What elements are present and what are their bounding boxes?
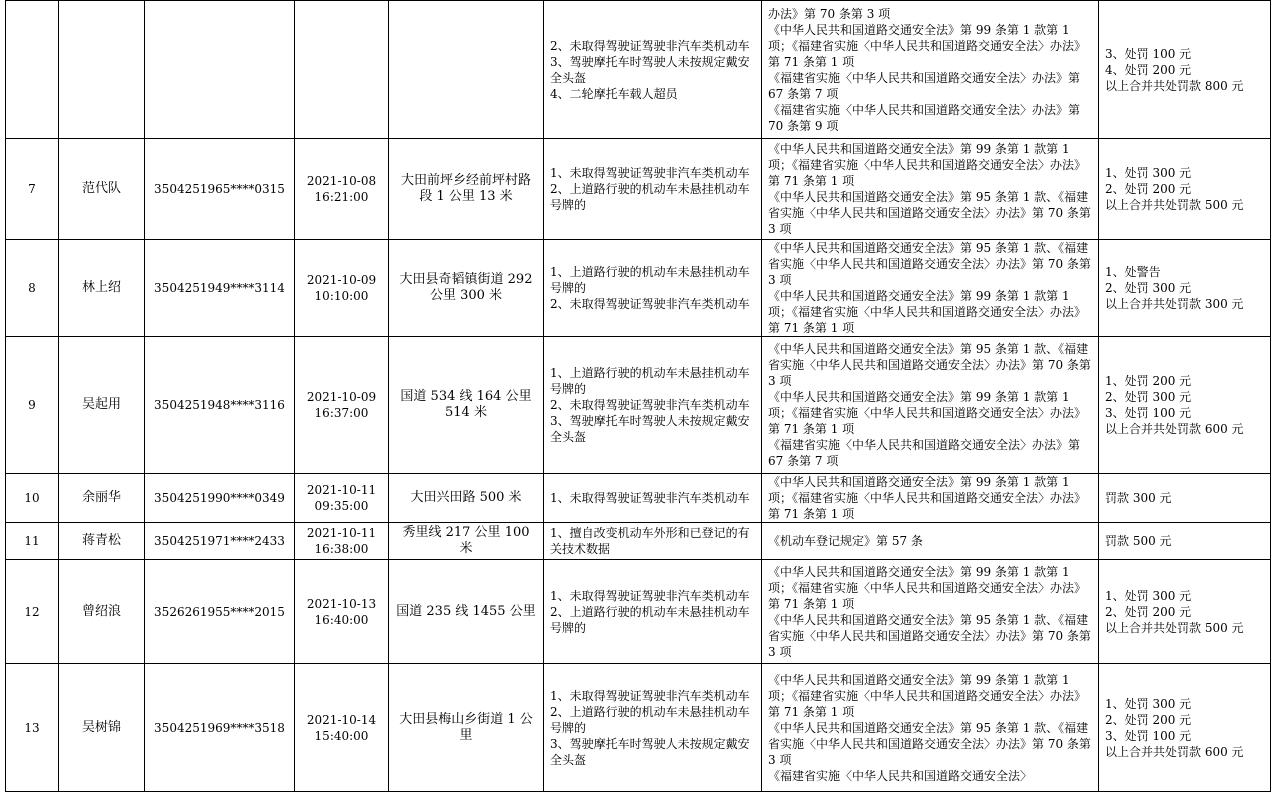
penalty-item: 以上合并共处罚款 600 元 — [1105, 744, 1244, 759]
violation-item: 1、未取得驾驶证驾驶非汽车类机动车 — [550, 588, 750, 603]
violation-place: 大田县梅山乡街道 1 公里 — [389, 664, 544, 792]
penalty-item: 以上合并共处罚款 300 元 — [1105, 297, 1244, 311]
violation-time — [295, 560, 389, 664]
violation-item: 2、上道路行驶的机动车未悬挂机动车号牌的 — [550, 604, 750, 635]
violation-facts — [544, 474, 762, 523]
legal-basis-text: 《中华人民共和国道路交通安全法》第 95 条第 1 款、《福建省实施〈中华人民共和国道路交通安全法〉办法》第 70 条第 3 项 《中华人民共和国道路交通安全法》第 99 条第 1 款第 1 项；《福建省实施〈中华人民共和国道路交通安全法〉办法》第 71 条第 1 项 《福建省实施〈中华人民共和国道路交通安全法〉办法》第 67 条第 7 项 — [768, 342, 1091, 468]
person-name: 范代队 — [59, 139, 145, 240]
legal-basis — [762, 337, 1099, 474]
time-line: 09:35:00 — [314, 499, 369, 513]
penalty — [1099, 139, 1271, 240]
person-name: 林上绍 — [59, 240, 145, 337]
row-number: 13 — [6, 664, 59, 792]
penalty-item: 2、处罚 200 元 — [1105, 182, 1192, 196]
row-number: 11 — [6, 523, 59, 560]
violation-item: 1、未取得驾驶证驾驶非汽车类机动车 — [550, 166, 750, 180]
violation-facts — [544, 337, 762, 474]
penalty — [1099, 1, 1271, 139]
penalty — [1099, 664, 1271, 792]
legal-basis — [762, 1, 1099, 139]
violation-item: 3、驾驶摩托车时驾驶人未按规定戴安全头盔 — [550, 414, 750, 444]
penalty — [1099, 474, 1271, 523]
person-name: 曾绍浪 — [59, 560, 145, 664]
time-line: 2021-10-09 — [306, 273, 377, 287]
violation-item: 2、未取得驾驶证驾驶非汽车类机动车 — [550, 38, 750, 53]
violation-place: 大田县奇韬镇街道 292 公里 300 米 — [389, 240, 544, 337]
violation-facts — [544, 240, 762, 337]
time-line: 16:37:00 — [314, 406, 369, 420]
violation-place: 大田前坪乡经前坪村路段 1 公里 13 米 — [389, 139, 544, 240]
penalty-item: 以上合并共处罚款 800 元 — [1105, 78, 1244, 93]
row-number: 10 — [6, 474, 59, 523]
table-row — [6, 337, 1271, 474]
time-line: 15:40:00 — [314, 728, 369, 743]
penalty-item: 4、处罚 200 元 — [1105, 62, 1192, 77]
time-line: 2021-10-11 — [306, 483, 377, 497]
penalty-item: 罚款 500 元 — [1105, 534, 1172, 548]
table-body — [6, 1, 1271, 792]
violation-item: 1、擅自改变机动车外形和已登记的有关技术数据 — [550, 526, 750, 556]
id-number — [145, 1, 295, 139]
penalty-item: 3、处罚 100 元 — [1105, 406, 1192, 420]
table-row — [6, 240, 1271, 337]
penalty-item: 1、处罚 300 元 — [1105, 166, 1192, 180]
violation-facts — [544, 1, 762, 139]
person-name — [59, 1, 145, 139]
row-number: 12 — [6, 560, 59, 664]
time-line: 16:40:00 — [314, 612, 369, 627]
table-row — [6, 523, 1271, 560]
penalty-item: 2、处罚 300 元 — [1105, 390, 1192, 404]
legal-basis-text: 《中华人民共和国道路交通安全法》第 99 条第 1 款第 1 项；《福建省实施〈中华人民共和国道路交通安全法〉办法》第 71 条第 1 项 《中华人民共和国道路交通安全法》第 95 条第 1 款、《福建省实施〈中华人民共和国道路交通安全法〉办法》第 70 条第 3 项 — [768, 564, 1091, 659]
row-number: 8 — [6, 240, 59, 337]
violation-item: 1、未取得驾驶证驾驶非汽车类机动车 — [550, 688, 750, 703]
violation-facts — [544, 560, 762, 664]
table-row — [6, 664, 1271, 792]
id-number: 3504251971****2433 — [145, 523, 295, 560]
time-line: 2021-10-14 — [306, 712, 377, 727]
time-line: 2021-10-11 — [306, 526, 377, 540]
penalty-item: 1、处警告 — [1105, 265, 1161, 279]
violation-item: 2、上道路行驶的机动车未悬挂机动车号牌的 — [550, 704, 750, 735]
violation-time — [295, 240, 389, 337]
penalty-table — [5, 0, 1271, 792]
violation-time — [295, 664, 389, 792]
violation-time — [295, 523, 389, 560]
violation-item: 3、驾驶摩托车时驾驶人未按规定戴安全头盔 — [550, 54, 750, 85]
legal-basis-text: 《中华人民共和国道路交通安全法》第 99 条第 1 款第 1 项；《福建省实施〈中华人民共和国道路交通安全法〉办法》第 71 条第 1 项 《中华人民共和国道路交通安全法》第 95 条第 1 款、《福建省实施〈中华人民共和国道路交通安全法〉办法》第 70 条第 3 项 《福建省实施〈中华人民共和国道路交通安全法〉 — [768, 672, 1091, 783]
person-name: 蒋青松 — [59, 523, 145, 560]
person-name: 吴树锦 — [59, 664, 145, 792]
violation-facts — [544, 664, 762, 792]
row-number — [6, 1, 59, 139]
violation-item: 1、上道路行驶的机动车未悬挂机动车号牌的 — [550, 265, 750, 295]
violation-place: 大田兴田路 500 米 — [389, 474, 544, 523]
id-number: 3504251949****3114 — [145, 240, 295, 337]
id-number: 3504251965****0315 — [145, 139, 295, 240]
penalty-item: 1、处罚 200 元 — [1105, 374, 1192, 388]
legal-basis — [762, 560, 1099, 664]
violation-place: 国道 534 线 164 公里 514 米 — [389, 337, 544, 474]
penalty-item: 3、处罚 100 元 — [1105, 46, 1192, 61]
penalty — [1099, 523, 1271, 560]
legal-basis — [762, 664, 1099, 792]
violation-item: 2、上道路行驶的机动车未悬挂机动车号牌的 — [550, 182, 750, 212]
table-row — [6, 560, 1271, 664]
table-row — [6, 474, 1271, 523]
violation-time — [295, 474, 389, 523]
violation-place — [389, 1, 544, 139]
penalty-item: 3、处罚 100 元 — [1105, 728, 1192, 743]
violation-facts — [544, 523, 762, 560]
id-number: 3504251948****3116 — [145, 337, 295, 474]
penalty-item: 2、处罚 300 元 — [1105, 281, 1192, 295]
time-line: 2021-10-13 — [306, 596, 377, 611]
penalty-item: 以上合并共处罚款 600 元 — [1105, 422, 1244, 436]
violation-item: 3、驾驶摩托车时驾驶人未按规定戴安全头盔 — [550, 736, 750, 767]
penalty — [1099, 560, 1271, 664]
penalty-item: 2、处罚 200 元 — [1105, 604, 1192, 619]
violation-place: 秀里线 217 公里 100 米 — [389, 523, 544, 560]
legal-basis-text: 《中华人民共和国道路交通安全法》第 99 条第 1 款第 1 项；《福建省实施〈中华人民共和国道路交通安全法〉办法》第 71 条第 1 项 《中华人民共和国道路交通安全法》第 95 条第 1 款、《福建省实施〈中华人民共和国道路交通安全法〉办法》第 70 条第 3 项 — [768, 142, 1091, 236]
row-number: 9 — [6, 337, 59, 474]
time-line: 2021-10-08 — [306, 174, 377, 188]
penalty-item: 以上合并共处罚款 500 元 — [1105, 198, 1244, 212]
violation-item: 1、上道路行驶的机动车未悬挂机动车号牌的 — [550, 366, 750, 396]
legal-basis-text: 办法》第 70 条第 3 项 《中华人民共和国道路交通安全法》第 99 条第 1 款第 1 项；《福建省实施〈中华人民共和国道路交通安全法〉办法》第 71 条第 1 项 《福建省实施〈中华人民共和国道路交通安全法〉办法》第 67 条第 7 项 《福建省实施〈中华人民共和国道路交通安全法〉办法》第 70 条第 9 项 — [768, 6, 1087, 133]
penalty-item: 1、处罚 300 元 — [1105, 696, 1192, 711]
time-line: 10:10:00 — [314, 289, 369, 303]
violation-time — [295, 337, 389, 474]
legal-basis — [762, 139, 1099, 240]
legal-basis — [762, 240, 1099, 337]
penalty-item: 以上合并共处罚款 500 元 — [1105, 620, 1244, 635]
person-name: 余丽华 — [59, 474, 145, 523]
legal-basis-text: 《机动车登记规定》第 57 条 — [768, 534, 923, 548]
id-number: 3504251990****0349 — [145, 474, 295, 523]
penalty — [1099, 337, 1271, 474]
penalty-item: 罚款 300 元 — [1105, 491, 1172, 505]
violation-place: 国道 235 线 1455 公里 — [389, 560, 544, 664]
time-line: 16:38:00 — [314, 542, 369, 556]
violation-facts — [544, 139, 762, 240]
violation-time — [295, 139, 389, 240]
penalty-item: 2、处罚 200 元 — [1105, 712, 1192, 727]
id-number: 3504251969****3518 — [145, 664, 295, 792]
time-line: 16:21:00 — [314, 190, 369, 204]
legal-basis — [762, 523, 1099, 560]
row-number: 7 — [6, 139, 59, 240]
legal-basis-text: 《中华人民共和国道路交通安全法》第 95 条第 1 款、《福建省实施〈中华人民共和国道路交通安全法〉办法》第 70 条第 3 项 《中华人民共和国道路交通安全法》第 99 条第 1 款第 1 项；《福建省实施〈中华人民共和国道路交通安全法〉办法》第 71 条第 1 项 — [768, 241, 1091, 335]
person-name: 吴起用 — [59, 337, 145, 474]
table-row — [6, 139, 1271, 240]
violation-item: 2、未取得驾驶证驾驶非汽车类机动车 — [550, 297, 750, 311]
violation-time — [295, 1, 389, 139]
table-row — [6, 1, 1271, 139]
legal-basis — [762, 474, 1099, 523]
violation-item: 2、未取得驾驶证驾驶非汽车类机动车 — [550, 398, 750, 412]
id-number: 3526261955****2015 — [145, 560, 295, 664]
violation-item: 1、未取得驾驶证驾驶非汽车类机动车 — [550, 491, 750, 505]
legal-basis-text: 《中华人民共和国道路交通安全法》第 99 条第 1 款第 1 项；《福建省实施〈中华人民共和国道路交通安全法〉办法》第 71 条第 1 项 — [768, 475, 1087, 521]
violation-item: 4、二轮摩托车载人超员 — [550, 86, 678, 101]
penalty — [1099, 240, 1271, 337]
penalty-item: 1、处罚 300 元 — [1105, 588, 1192, 603]
time-line: 2021-10-09 — [306, 390, 377, 404]
